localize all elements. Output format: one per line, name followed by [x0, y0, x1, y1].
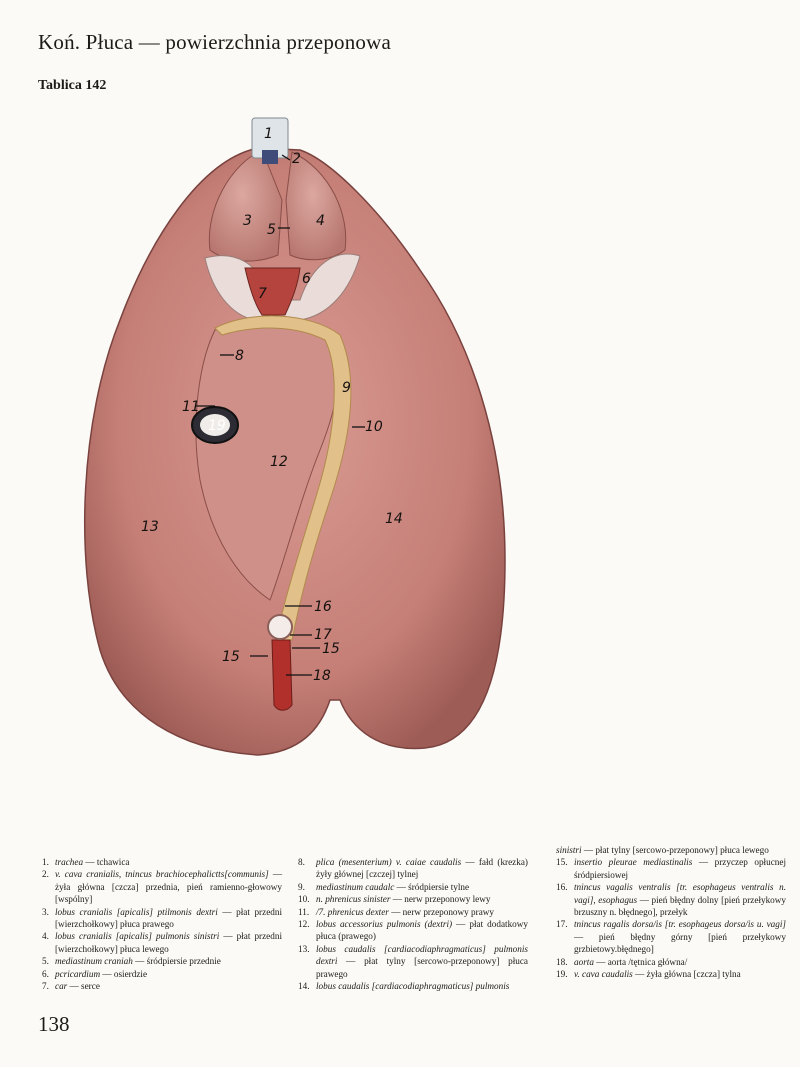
callout-13: 13	[141, 519, 159, 535]
legend-term: lobus caudalis [cardiacodiaphragmaticus] pulmonis dextri	[316, 943, 528, 967]
legend-item	[556, 881, 786, 918]
legend-desc: — płat tylny [sercowo-przeponowy] płuca prawego	[316, 956, 528, 979]
callout-14: 14	[385, 511, 403, 527]
legend-desc: — nerw przeponowy lewy	[390, 894, 491, 905]
legend-num: 1.	[42, 857, 49, 867]
legend-term: v. cava caudalis	[574, 969, 633, 980]
legend-item	[298, 980, 528, 992]
legend-num: 16.	[556, 882, 568, 893]
legend-item	[298, 943, 528, 980]
legend-desc: — pień błędny górny [pień przełykowy grzbietowy.błędnego]	[574, 931, 786, 955]
anatomical-illustration	[0, 100, 800, 780]
legend-item	[42, 856, 282, 868]
legend-item	[298, 881, 528, 893]
legend-item	[298, 906, 528, 918]
legend-term: lobus caudalis [cardiacodiaphragmaticus] pulmonis	[316, 981, 510, 992]
legend-term: plica (mesenterium) v. caiae caudalis	[316, 857, 462, 867]
callout-15-left: 15	[222, 649, 240, 665]
legend-desc: — przyczep opłucnej śródpiersiowej	[574, 857, 786, 880]
callout-4: 4	[316, 213, 325, 229]
legend-term: insertio pleurae mediastinalis	[574, 857, 693, 868]
legend-item	[556, 968, 786, 980]
callout-3: 3	[243, 213, 252, 229]
legend-num: 3.	[42, 906, 49, 917]
legend-term: tnincus ragalis dorsa/is [tr. esophageus dorsa/is u. vagi]	[574, 919, 786, 930]
legend-num: 10.	[298, 894, 310, 905]
legend-desc: — płat przedni [wierzchołkowy] płuca prawego	[55, 906, 283, 930]
legend-term: v. cava cranialis, tnincus brachiocephalictts[communis]	[55, 869, 269, 880]
legend-term: mediastinum caudalc	[316, 881, 395, 892]
legend-num: 19.	[556, 969, 568, 980]
legend-item	[42, 868, 282, 905]
legend-term: n. phrenicus sinister	[316, 894, 391, 905]
legend-term: car	[55, 981, 68, 992]
legend-term: mediastinum craniah	[55, 956, 133, 967]
legend-num: 13.	[298, 943, 310, 954]
cranial-vena-cava	[262, 150, 278, 164]
legend-term: trachea	[55, 857, 84, 867]
callout-11: 11	[182, 399, 200, 415]
legend-item	[42, 955, 282, 967]
legend-term: /7. phrenicus dexter	[316, 906, 389, 917]
legend-num: 11.	[298, 906, 310, 917]
legend-item	[42, 968, 282, 980]
legend-desc: — płat tylny [sercowo-przeponowy] płuca lewego	[581, 845, 769, 855]
legend-term: lobus cranialis [apicalis] pulmonis sinistri	[55, 931, 220, 942]
legend-desc: — śródpiersie przednie	[132, 956, 221, 967]
callout-2: 2	[292, 151, 301, 167]
page-title: Koń. Płuca — powierzchnia przeponowa	[38, 30, 392, 54]
legend-desc: — śródpiersie tylne	[394, 881, 470, 892]
legend-desc: — fałd (krezka) żyły głównej [czczej] tylnej	[316, 857, 528, 880]
legend-term: tnincus vagalis ventralis [tr. esophageus ventralis n. vagi], esophagus	[574, 882, 786, 905]
legend-num: 14.	[298, 981, 310, 992]
legend-desc: — serce	[67, 981, 100, 992]
legend-item	[556, 956, 786, 968]
callout-16: 16	[314, 599, 332, 615]
legend-term: lobus accessorius pulmonis (dextri)	[316, 919, 453, 930]
legend-num: 15.	[556, 857, 568, 868]
callout-6: 6	[302, 271, 311, 287]
legend-column-3	[556, 844, 786, 980]
legend-num: 4.	[42, 931, 49, 942]
legend-desc: — tchawica	[83, 857, 130, 867]
legend-num: 12.	[298, 919, 310, 930]
legend-desc: — żyła główna [czcza] tylna	[632, 969, 741, 980]
legend-desc: — osierdzie	[100, 968, 148, 979]
callout-19: 19	[208, 418, 226, 434]
legend-item	[42, 930, 282, 955]
legend-column-1	[42, 856, 282, 992]
legend-num: 5.	[42, 956, 49, 967]
plate-label: Tablica 142	[38, 78, 107, 93]
legend-num: 8.	[298, 857, 305, 867]
legend-term: aorta	[574, 956, 594, 967]
legend-num: 6.	[42, 968, 49, 979]
legend-item-continuation	[556, 844, 786, 856]
callout-15-right: 15	[322, 641, 340, 657]
legend-num: 17.	[556, 919, 568, 930]
legend-term: sinistri	[556, 845, 582, 855]
legend-item	[298, 893, 528, 905]
legend-item	[556, 856, 786, 881]
legend-num: 18.	[556, 956, 568, 967]
callout-8: 8	[235, 348, 244, 364]
legend-item	[556, 918, 786, 955]
callout-1: 1	[264, 126, 273, 142]
callout-12: 12	[270, 454, 288, 470]
legend-column-2	[298, 856, 528, 992]
callout-17: 17	[314, 627, 332, 643]
esophagus-section	[268, 615, 292, 639]
legend-num: 9.	[298, 881, 305, 892]
legend-num: 2.	[42, 869, 49, 880]
page-number: 138	[38, 1012, 70, 1036]
legend-item	[42, 980, 282, 992]
legend-desc: — żyła główna [czcza] przednia, pień ramienno-głowowy [wspólny]	[55, 869, 282, 905]
legend-item	[298, 918, 528, 943]
callout-9: 9	[342, 380, 351, 396]
legend-term: pcricardium	[55, 968, 101, 979]
callout-7: 7	[258, 286, 267, 302]
legend-desc: — płat przedni [wierzchołkowy] płuca lewego	[55, 931, 282, 954]
legend-desc: — aorta /tętnica główna/	[593, 956, 688, 967]
legend-desc: — płat dodatkowy płuca (prawego)	[316, 919, 528, 942]
legend-term: lobus cranialis [apicalis] ptilmonis dextri	[55, 906, 218, 917]
legend-item	[42, 906, 282, 931]
legend-item	[298, 856, 528, 881]
legend-desc: — pień błędny dolny [pień przełykowy brzuszny n. błędnego], przełyk	[574, 894, 787, 918]
legend-desc: — nerw przeponowy prawy	[388, 906, 495, 917]
callout-18: 18	[313, 668, 331, 684]
callout-10: 10	[365, 419, 383, 435]
left-cranial-lobe	[286, 152, 346, 260]
callout-5: 5	[267, 222, 276, 238]
legend-num: 7.	[42, 981, 49, 992]
